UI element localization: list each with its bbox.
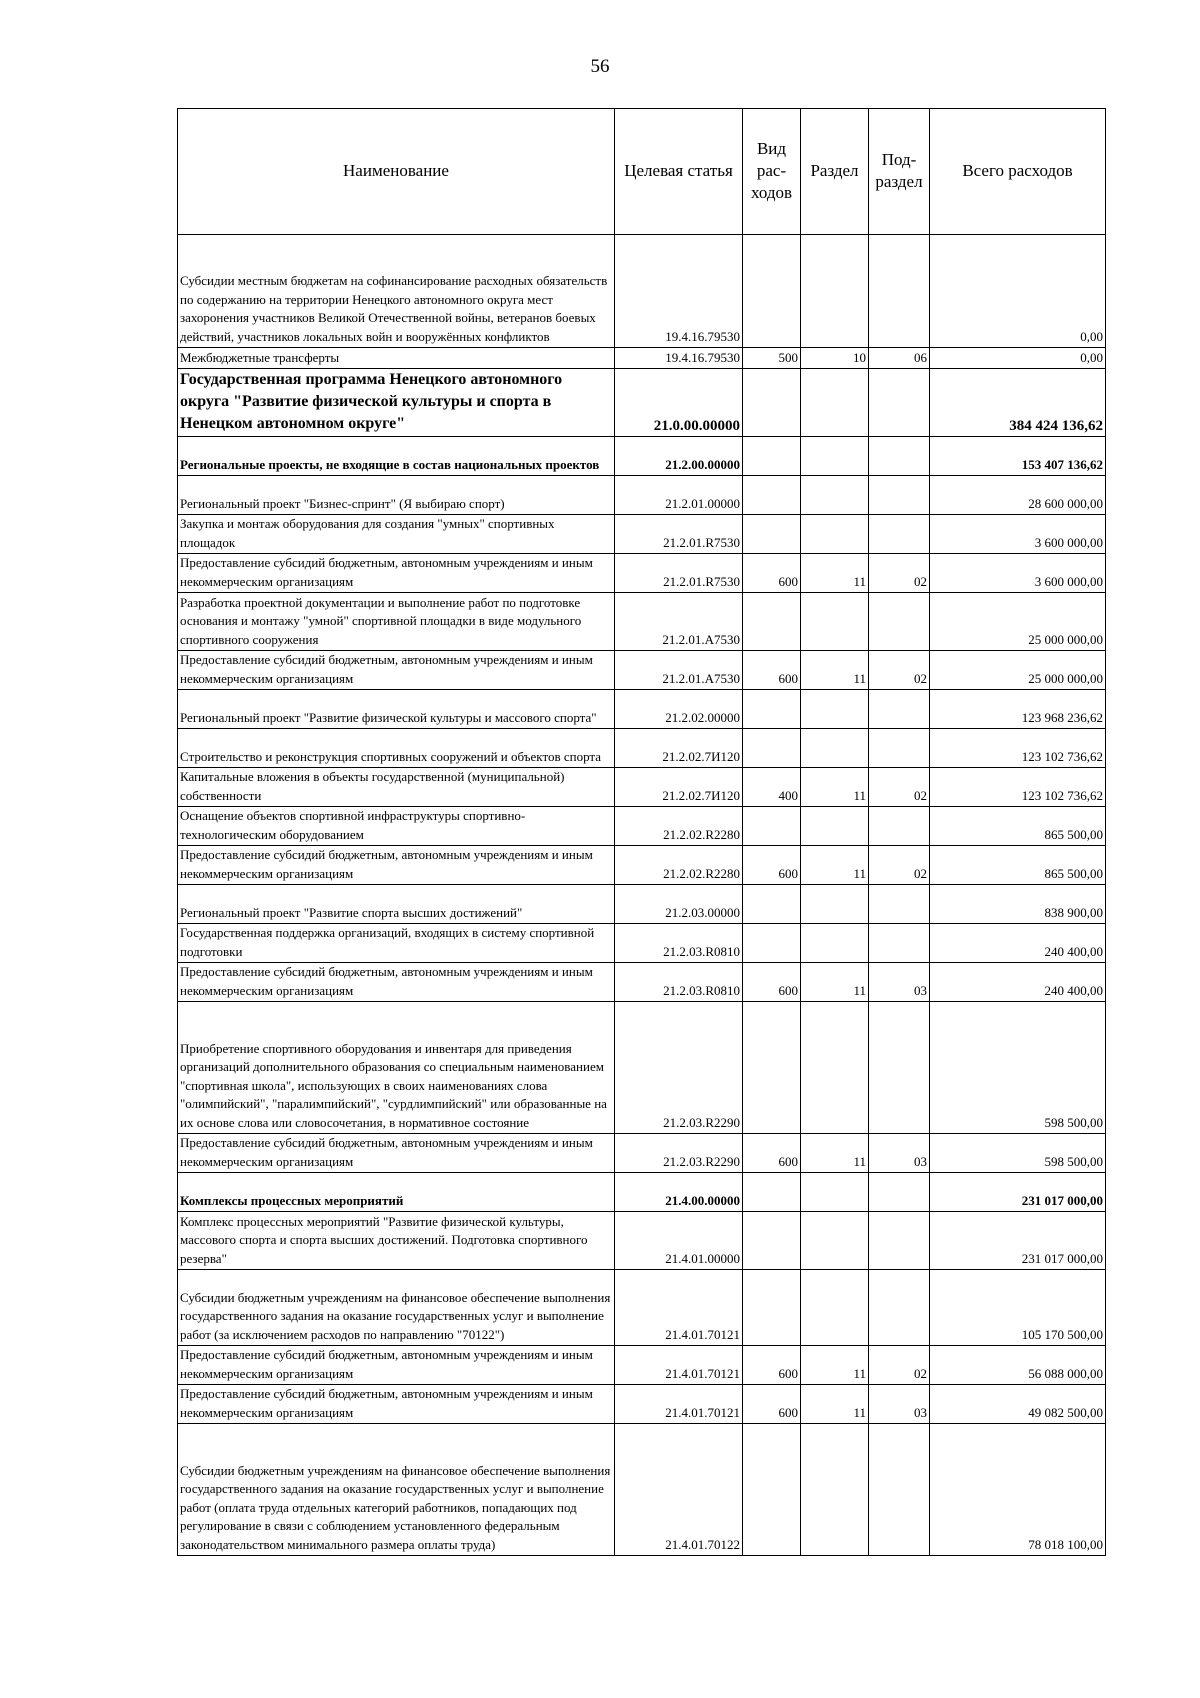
table-row — [178, 1212, 1106, 1270]
cell-total: 240 400,00 — [930, 924, 1106, 963]
cell-target: 21.4.01.70121 — [615, 1385, 743, 1424]
cell-name: Субсидии местным бюджетам на софинансирование расходных обязательств по содержанию на территории Ненецкого автономного округа мест захоронения участников Великой Отечественной войны, ветеранов боевых действий, участников локальных войн и вооружённых конфликтов — [178, 235, 615, 348]
cell-subsection — [869, 593, 930, 651]
cell-total: 0,00 — [930, 235, 1106, 348]
cell-total: 384 424 136,62 — [930, 369, 1106, 437]
table-row — [178, 690, 1106, 729]
cell-kind — [743, 807, 801, 846]
cell-section — [801, 1424, 869, 1556]
cell-kind — [743, 476, 801, 515]
cell-kind: 400 — [743, 768, 801, 807]
table-header — [178, 109, 1106, 235]
cell-subsection: 03 — [869, 1385, 930, 1424]
cell-section — [801, 1212, 869, 1270]
cell-target: 21.2.02.R2280 — [615, 807, 743, 846]
cell-subsection — [869, 807, 930, 846]
cell-subsection — [869, 1270, 930, 1346]
cell-kind — [743, 437, 801, 476]
cell-kind: 500 — [743, 348, 801, 369]
header-subsection: Под-раздел — [869, 109, 930, 235]
cell-name: Субсидии бюджетным учреждениям на финансовое обеспечение выполнения государственного задания на оказание государственных услуг и выполнение работ (оплата труда отдельных категорий работников, попадающих под регулирование в связи с соблюдением установленного федеральным законодательством минимального размера оплаты труда) — [178, 1424, 615, 1556]
cell-target: 21.2.01.R7530 — [615, 554, 743, 593]
cell-section: 11 — [801, 768, 869, 807]
cell-target: 21.2.00.00000 — [615, 437, 743, 476]
cell-total: 105 170 500,00 — [930, 1270, 1106, 1346]
cell-section — [801, 235, 869, 348]
table-row — [178, 1002, 1106, 1134]
cell-total: 598 500,00 — [930, 1134, 1106, 1173]
cell-target: 21.2.01.00000 — [615, 476, 743, 515]
cell-kind: 600 — [743, 651, 801, 690]
table-row — [178, 807, 1106, 846]
cell-kind — [743, 515, 801, 554]
cell-subsection — [869, 885, 930, 924]
header-kind: Вид рас-ходов — [743, 109, 801, 235]
cell-target: 19.4.16.79530 — [615, 348, 743, 369]
cell-target: 21.0.00.00000 — [615, 369, 743, 437]
cell-subsection — [869, 729, 930, 768]
cell-subsection: 02 — [869, 554, 930, 593]
cell-name: Предоставление субсидий бюджетным, автономным учреждениям и иным некоммерческим организациям — [178, 554, 615, 593]
table-row — [178, 476, 1106, 515]
cell-subsection: 06 — [869, 348, 930, 369]
cell-name: Предоставление субсидий бюджетным, автономным учреждениям и иным некоммерческим организациям — [178, 963, 615, 1002]
cell-section — [801, 885, 869, 924]
cell-target: 21.2.03.R2290 — [615, 1134, 743, 1173]
cell-name: Предоставление субсидий бюджетным, автономным учреждениям и иным некоммерческим организациям — [178, 651, 615, 690]
cell-target: 21.4.00.00000 — [615, 1173, 743, 1212]
cell-target: 21.2.01.А7530 — [615, 593, 743, 651]
cell-section — [801, 729, 869, 768]
cell-kind: 600 — [743, 1385, 801, 1424]
cell-total: 25 000 000,00 — [930, 593, 1106, 651]
cell-subsection — [869, 476, 930, 515]
cell-name: Региональный проект "Развитие спорта высших достижений" — [178, 885, 615, 924]
cell-total: 865 500,00 — [930, 807, 1106, 846]
cell-kind — [743, 1212, 801, 1270]
cell-kind — [743, 593, 801, 651]
cell-name: Предоставление субсидий бюджетным, автономным учреждениям и иным некоммерческим организациям — [178, 1346, 615, 1385]
cell-total: 231 017 000,00 — [930, 1212, 1106, 1270]
cell-section: 11 — [801, 651, 869, 690]
cell-section — [801, 924, 869, 963]
cell-subsection: 03 — [869, 1134, 930, 1173]
table-row — [178, 1424, 1106, 1556]
cell-name: Предоставление субсидий бюджетным, автономным учреждениям и иным некоммерческим организациям — [178, 846, 615, 885]
cell-target: 21.2.02.00000 — [615, 690, 743, 729]
cell-subsection: 02 — [869, 846, 930, 885]
cell-kind: 600 — [743, 554, 801, 593]
cell-section: 11 — [801, 963, 869, 1002]
cell-subsection — [869, 924, 930, 963]
cell-kind: 600 — [743, 1134, 801, 1173]
cell-subsection — [869, 1002, 930, 1134]
table-row — [178, 924, 1106, 963]
table-row — [178, 593, 1106, 651]
table-row — [178, 235, 1106, 348]
cell-name: Закупка и монтаж оборудования для создания "умных" спортивных площадок — [178, 515, 615, 554]
cell-target: 21.2.03.R2290 — [615, 1002, 743, 1134]
cell-target: 21.4.01.70121 — [615, 1270, 743, 1346]
cell-section — [801, 515, 869, 554]
cell-target: 21.2.02.7И120 — [615, 768, 743, 807]
cell-section — [801, 1173, 869, 1212]
cell-total: 78 018 100,00 — [930, 1424, 1106, 1556]
cell-total: 123 968 236,62 — [930, 690, 1106, 729]
header-section: Раздел — [801, 109, 869, 235]
cell-kind: 600 — [743, 1346, 801, 1385]
cell-section: 11 — [801, 846, 869, 885]
cell-section — [801, 437, 869, 476]
table-row — [178, 729, 1106, 768]
cell-subsection: 03 — [869, 963, 930, 1002]
cell-target: 21.2.03.R0810 — [615, 963, 743, 1002]
cell-target: 21.4.01.00000 — [615, 1212, 743, 1270]
cell-name: Государственная поддержка организаций, входящих в систему спортивной подготовки — [178, 924, 615, 963]
cell-name: Региональные проекты, не входящие в состав национальных проектов — [178, 437, 615, 476]
table-row — [178, 885, 1106, 924]
cell-name: Комплексы процессных мероприятий — [178, 1173, 615, 1212]
table-row — [178, 437, 1106, 476]
cell-total: 865 500,00 — [930, 846, 1106, 885]
cell-name: Государственная программа Ненецкого автономного округа "Развитие физической культуры и спорта в Ненецком автономном округе" — [178, 369, 615, 437]
table-row — [178, 369, 1106, 437]
header-total: Всего расходов — [930, 109, 1106, 235]
cell-target: 21.4.01.70122 — [615, 1424, 743, 1556]
cell-total: 231 017 000,00 — [930, 1173, 1106, 1212]
cell-section: 11 — [801, 1134, 869, 1173]
cell-target: 21.2.02.R2280 — [615, 846, 743, 885]
cell-section — [801, 476, 869, 515]
cell-subsection — [869, 1424, 930, 1556]
cell-target: 21.2.03.00000 — [615, 885, 743, 924]
cell-kind — [743, 235, 801, 348]
cell-target: 21.2.02.7И120 — [615, 729, 743, 768]
cell-kind: 600 — [743, 963, 801, 1002]
cell-name: Строительство и реконструкция спортивных сооружений и объектов спорта — [178, 729, 615, 768]
cell-subsection — [869, 1173, 930, 1212]
cell-total: 838 900,00 — [930, 885, 1106, 924]
cell-section — [801, 369, 869, 437]
cell-name: Региональный проект "Бизнес-спринт" (Я выбираю спорт) — [178, 476, 615, 515]
cell-section — [801, 1002, 869, 1134]
header-name: Наименование — [178, 109, 615, 235]
cell-total: 25 000 000,00 — [930, 651, 1106, 690]
table-row — [178, 1346, 1106, 1385]
cell-total: 240 400,00 — [930, 963, 1106, 1002]
cell-target: 19.4.16.79530 — [615, 235, 743, 348]
cell-kind — [743, 924, 801, 963]
cell-target: 21.2.01.R7530 — [615, 515, 743, 554]
cell-total: 56 088 000,00 — [930, 1346, 1106, 1385]
cell-name: Региональный проект "Развитие физической культуры и массового спорта" — [178, 690, 615, 729]
cell-total: 3 600 000,00 — [930, 554, 1106, 593]
cell-subsection: 02 — [869, 1346, 930, 1385]
cell-kind — [743, 729, 801, 768]
cell-kind — [743, 369, 801, 437]
table-row — [178, 515, 1106, 554]
cell-name: Предоставление субсидий бюджетным, автономным учреждениям и иным некоммерческим организациям — [178, 1385, 615, 1424]
cell-subsection — [869, 690, 930, 729]
cell-section: 11 — [801, 1346, 869, 1385]
cell-section — [801, 1270, 869, 1346]
cell-name: Капитальные вложения в объекты государственной (муниципальной) собственности — [178, 768, 615, 807]
cell-subsection: 02 — [869, 768, 930, 807]
cell-total: 123 102 736,62 — [930, 729, 1106, 768]
cell-total: 153 407 136,62 — [930, 437, 1106, 476]
cell-section — [801, 593, 869, 651]
cell-total: 0,00 — [930, 348, 1106, 369]
table-row — [178, 1270, 1106, 1346]
cell-name: Межбюджетные трансферты — [178, 348, 615, 369]
cell-total: 28 600 000,00 — [930, 476, 1106, 515]
cell-subsection — [869, 235, 930, 348]
cell-total: 3 600 000,00 — [930, 515, 1106, 554]
cell-subsection — [869, 369, 930, 437]
table-row — [178, 1134, 1106, 1173]
cell-kind — [743, 1002, 801, 1134]
table-row — [178, 768, 1106, 807]
table-row — [178, 554, 1106, 593]
table-row — [178, 1385, 1106, 1424]
cell-name: Оснащение объектов спортивной инфраструктуры спортивно-технологическим оборудованием — [178, 807, 615, 846]
cell-kind — [743, 690, 801, 729]
cell-name: Разработка проектной документации и выполнение работ по подготовке основания и монтажу "умной" спортивной площадки в виде модульного спортивного сооружения — [178, 593, 615, 651]
header-target: Целевая статья — [615, 109, 743, 235]
cell-name: Приобретение спортивного оборудования и инвентаря для приведения организаций дополнительного образования со специальным наименованием "спортивная школа", использующих в своих наименованиях слова "олимпийский", "паралимпийский", "сурдлимпийский" или образованные на их основе слова или словосочетания, в нормативное состояние — [178, 1002, 615, 1134]
cell-total: 49 082 500,00 — [930, 1385, 1106, 1424]
cell-subsection — [869, 515, 930, 554]
table-row — [178, 846, 1106, 885]
table-row — [178, 963, 1106, 1002]
cell-section — [801, 690, 869, 729]
page-number: 56 — [590, 56, 610, 77]
cell-name: Предоставление субсидий бюджетным, автономным учреждениям и иным некоммерческим организациям — [178, 1134, 615, 1173]
cell-kind — [743, 1270, 801, 1346]
cell-subsection — [869, 437, 930, 476]
cell-section: 10 — [801, 348, 869, 369]
cell-section: 11 — [801, 1385, 869, 1424]
cell-subsection: 02 — [869, 651, 930, 690]
cell-kind — [743, 1173, 801, 1212]
cell-total: 598 500,00 — [930, 1002, 1106, 1134]
cell-target: 21.2.03.R0810 — [615, 924, 743, 963]
cell-kind: 600 — [743, 846, 801, 885]
cell-kind — [743, 885, 801, 924]
cell-section: 11 — [801, 554, 869, 593]
cell-name: Субсидии бюджетным учреждениям на финансовое обеспечение выполнения государственного задания на оказание государственных услуг и выполнение работ (за исключением расходов по направлению "70122") — [178, 1270, 615, 1346]
cell-name: Комплекс процессных мероприятий "Развитие физической культуры, массового спорта и спорта высших достижений. Подготовка спортивного резерва" — [178, 1212, 615, 1270]
cell-kind — [743, 1424, 801, 1556]
budget-table — [177, 108, 1106, 1556]
cell-target: 21.2.01.А7530 — [615, 651, 743, 690]
cell-total: 123 102 736,62 — [930, 768, 1106, 807]
table-body — [178, 235, 1106, 1556]
table-row — [178, 1173, 1106, 1212]
cell-subsection — [869, 1212, 930, 1270]
table-row — [178, 651, 1106, 690]
cell-section — [801, 807, 869, 846]
cell-target: 21.4.01.70121 — [615, 1346, 743, 1385]
table-row — [178, 348, 1106, 369]
